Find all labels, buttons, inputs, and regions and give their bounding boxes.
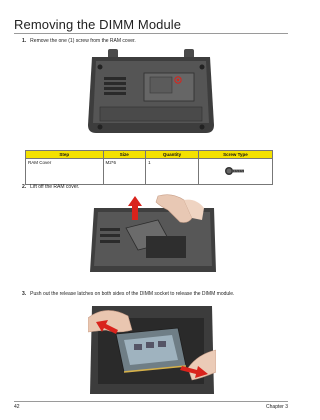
col-header-screw-type: Screw Type	[198, 151, 272, 159]
step-number: 3.	[22, 291, 27, 297]
footer-divider	[14, 401, 288, 402]
lift-ram-cover-photo	[88, 192, 218, 276]
step-text: Remove the one (1) screw from the RAM cover.	[30, 38, 136, 44]
col-header-size: Size	[103, 151, 146, 159]
step-2	[22, 184, 79, 190]
step-text: Push out the release latches on both sides of the DIMM socket to release the DIMM module.	[30, 291, 235, 297]
page-title: Removing the DIMM Module	[14, 17, 182, 32]
cell-step: RAM Cover	[26, 159, 104, 185]
screw-icon	[224, 166, 246, 176]
table-row	[26, 159, 273, 185]
release-dimm-photo	[88, 300, 216, 396]
step-number: 2.	[22, 184, 27, 190]
cell-quantity: 1	[146, 159, 199, 185]
cell-screw-type	[198, 159, 272, 185]
screw-table	[25, 150, 273, 185]
cell-size: M2*6	[103, 159, 146, 185]
page-number: 42	[14, 404, 20, 410]
step-text: Lift off the RAM cover.	[30, 184, 80, 190]
title-divider	[14, 33, 288, 34]
col-header-quantity: Quantity	[146, 151, 199, 159]
step-3	[22, 291, 234, 297]
step-number: 1.	[22, 38, 27, 44]
col-header-step: Step	[26, 151, 104, 159]
chapter-label: Chapter 3	[266, 404, 288, 410]
laptop-bottom-photo	[86, 47, 216, 137]
step-1	[22, 38, 136, 44]
